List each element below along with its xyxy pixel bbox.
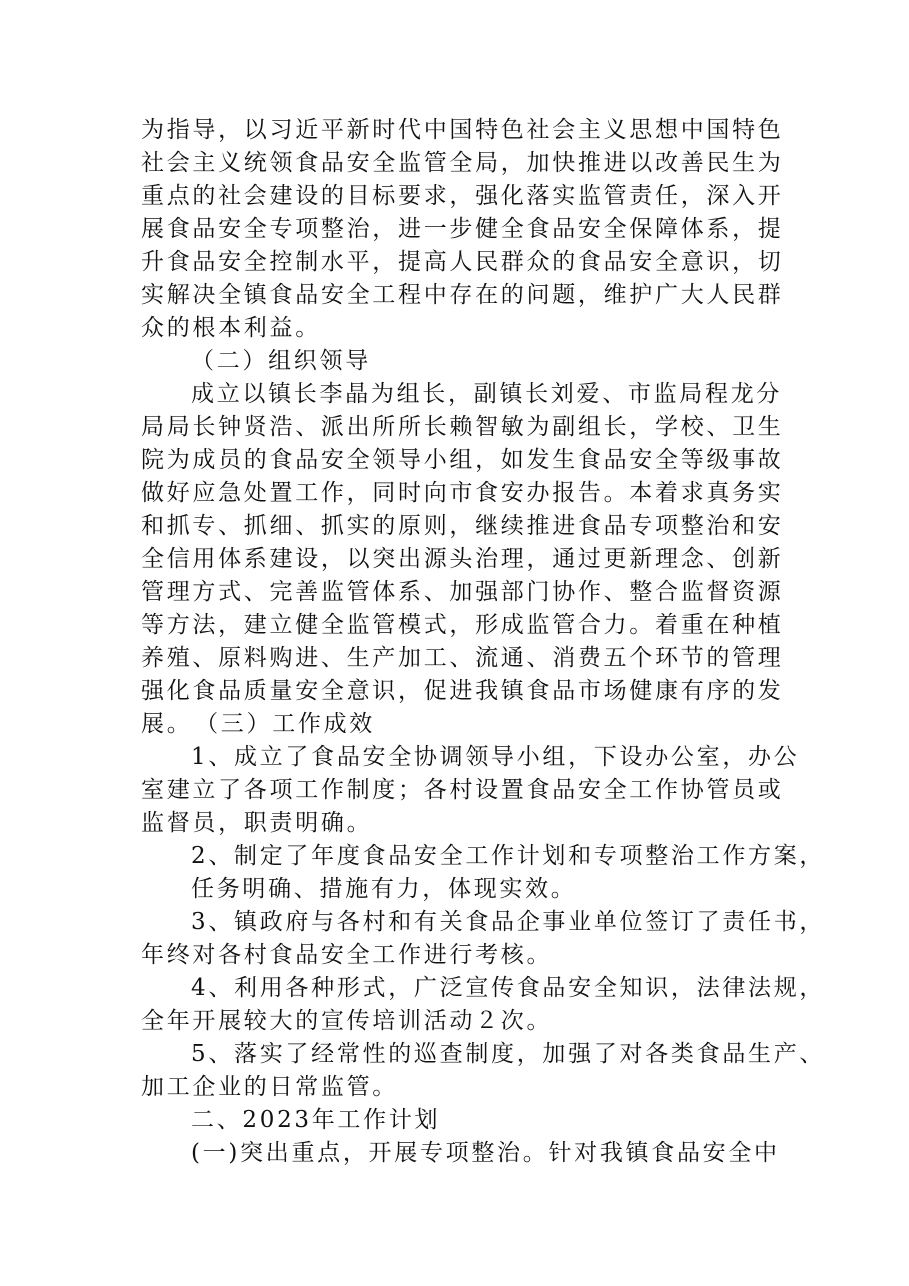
section-heading: 展。 （三）工作成效: [141, 711, 375, 737]
text-line: 重点的社会建设的目标要求，强化落实监管责任，深入开: [141, 183, 784, 209]
text-line: 室建立了各项工作制度；各村设置食品安全工作协管员或: [141, 777, 784, 803]
text-line: 养殖、原料购进、生产加工、流通、消费五个环节的管理: [141, 645, 784, 671]
text-line: 全信用体系建设，以突出源头治理，通过更新理念、创新: [141, 546, 784, 572]
text-line: 和抓专、抓细、抓实的原则，继续推进食品专项整治和安: [141, 513, 784, 539]
text-line: 成立以镇长李晶为组长，副镇长刘爱、市监局程龙分: [191, 381, 783, 407]
text-line: 局局长钟贤浩、派出所所长赖智敏为副组长，学校、卫生: [141, 414, 784, 440]
text-line: 为指导，以习近平新时代中国特色社会主义思想中国特色: [141, 117, 784, 143]
list-item: 2、制定了年度食品安全工作计划和专项整治工作方案，: [191, 843, 826, 869]
text-line: 院为成员的食品安全领导小组，如发生食品安全等级事故: [141, 447, 784, 473]
text-line: 管理方式、完善监管体系、加强部门协作、整合监督资源: [141, 579, 784, 605]
section-heading: （二）组织领导: [191, 348, 371, 374]
text-line: 监督员，职责明确。: [141, 810, 373, 836]
text-line: 众的根本利益。: [141, 315, 321, 341]
text-line: 年终对各村食品安全工作进行考核。: [141, 942, 553, 968]
text-line: (一)突出重点，开展专项整治。针对我镇食品安全中: [191, 1140, 780, 1166]
text-line: 升食品安全控制水平，提高人民群众的食品安全意识，切: [141, 249, 784, 275]
text-line: 做好应急处置工作，同时向市食安办报告。本着求真务实: [141, 480, 784, 506]
list-item: 4、利用各种形式，广泛宣传食品安全知识，法律法规，: [191, 975, 826, 1001]
text-line: 实解决全镇食品安全工程中存在的问题，维护广大人民群: [141, 282, 784, 308]
list-item: 5、落实了经常性的巡查制度，加强了对各类食品生产、: [191, 1041, 826, 1067]
text-line: 加工企业的日常监管。: [141, 1074, 398, 1100]
list-item: 3、镇政府与各村和有关食品企事业单位签订了责任书，: [191, 909, 826, 935]
text-line: 社会主义统领食品安全监管全局，加快推进以改善民生为: [141, 150, 784, 176]
text-line: 等方法，建立健全监管模式，形成监管合力。着重在种植: [141, 612, 784, 638]
list-item: 1、成立了食品安全协调领导小组，下设办公室，办公: [191, 744, 800, 770]
text-line: 展食品安全专项整治，进一步健全食品安全保障体系，提: [141, 216, 784, 242]
text-line: 强化食品质量安全意识，促进我镇食品市场健康有序的发: [141, 678, 784, 704]
section-heading: 二、2023年工作计划: [191, 1107, 441, 1133]
text-line: 全年开展较大的宣传培训活动２次。: [141, 1008, 553, 1034]
text-line: 任务明确、措施有力，体现实效。: [191, 876, 577, 902]
